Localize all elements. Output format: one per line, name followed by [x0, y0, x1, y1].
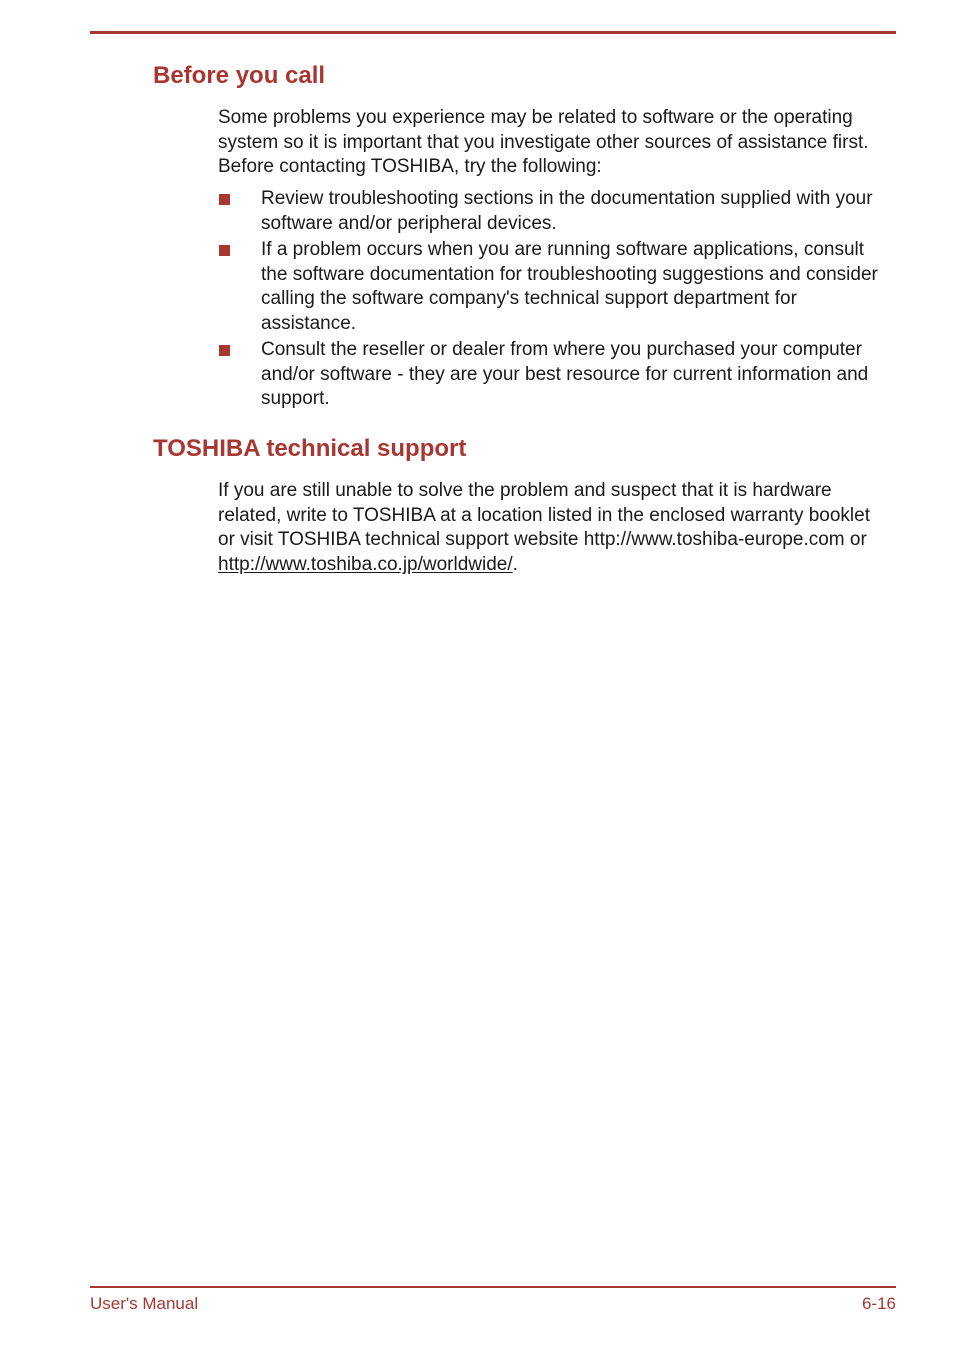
before-you-call-list: [218, 187, 886, 414]
section-heading-technical-support: TOSHIBA technical support: [153, 435, 467, 462]
support-paragraph: [218, 479, 886, 577]
header-rule: [90, 31, 896, 34]
footer-rule: [90, 1286, 896, 1288]
bullet-square-icon: [219, 245, 230, 256]
list-item-text: If a problem occurs when you are running software applications, consult the software documentation for troubleshooting suggestions and consider calling the software company's technical support department for assistance.: [261, 239, 878, 334]
list-item-text: Consult the reseller or dealer from where you purchased your computer and/or software - they are your best resource for current information and support.: [261, 339, 869, 409]
worldwide-support-link[interactable]: http://www.toshiba.co.jp/worldwide/: [218, 553, 513, 575]
page-number: 6-16: [861, 1294, 896, 1313]
list-item: [218, 238, 886, 336]
support-paragraph-text: If you are still unable to solve the problem and suspect that it is hardware related, write to TOSHIBA at a location listed in the enclosed warranty booklet or visit TOSHIBA technical support website http://www.toshiba-europe.com or: [218, 480, 870, 550]
list-item: [218, 338, 886, 412]
support-paragraph-end: .: [512, 553, 518, 575]
list-item-text: Review troubleshooting sections in the documentation supplied with your software and/or peripheral devices.: [261, 188, 873, 234]
list-item: [218, 187, 886, 236]
bullet-square-icon: [219, 345, 230, 356]
intro-paragraph: Some problems you experience may be related to software or the operating system so it is important that you investigate other sources of assistance first. Before contacting TOSHIBA, try the following:: [218, 107, 869, 177]
bullet-square-icon: [219, 194, 230, 205]
section-heading-before-you-call: Before you call: [153, 62, 326, 89]
footer-manual-title: User's Manual: [90, 1294, 199, 1313]
